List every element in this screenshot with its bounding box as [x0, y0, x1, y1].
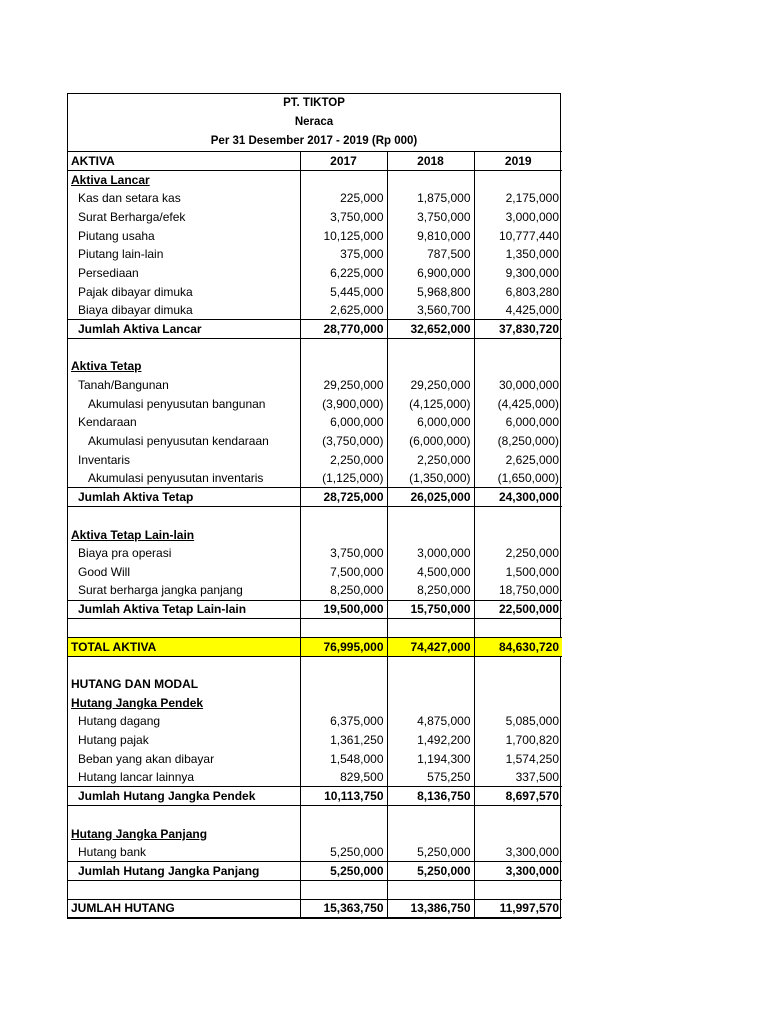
- cell-value-2018: 26,025,000: [387, 488, 474, 507]
- cell-value-2017: 6,375,000: [300, 712, 387, 731]
- table-row: [68, 507, 562, 526]
- report-period: Per 31 Desember 2017 - 2019 (Rp 000): [210, 135, 418, 147]
- cell-value-2019: 3,000,000: [474, 208, 562, 227]
- cell-value-2017: [300, 170, 387, 189]
- cell-value-2017: 375,000: [300, 245, 387, 264]
- cell-value-2018: (6,000,000): [387, 432, 474, 451]
- table-row: [68, 824, 562, 843]
- table-row: [68, 282, 562, 301]
- cell-value-2017: 15,363,750: [300, 899, 387, 918]
- cell-value-2018: 9,810,000: [387, 226, 474, 245]
- cell-value-2018: 1,194,300: [387, 750, 474, 769]
- cell-value-2019: [474, 525, 562, 544]
- table-row: [68, 245, 562, 264]
- cell-value-2018: 4,875,000: [387, 712, 474, 731]
- row-label: Aktiva Lancar: [71, 172, 150, 187]
- row-label: Hutang dagang: [78, 714, 161, 729]
- cell-value-2017: 5,250,000: [300, 843, 387, 862]
- cell-value-2019: [474, 170, 562, 189]
- row-label: Hutang pajak: [78, 733, 149, 748]
- cell-value-2018: 3,560,700: [387, 301, 474, 320]
- cell-value-2017: [300, 880, 387, 899]
- cell-value-2019: 24,300,000: [474, 488, 562, 507]
- cell-value-2019: [474, 619, 562, 638]
- table-row: [68, 656, 562, 675]
- cell-value-2018: 1,875,000: [387, 189, 474, 208]
- row-label: Akumulasi penyusutan kendaraan: [88, 434, 269, 449]
- table-row: [68, 899, 562, 918]
- cell-value-2018: 29,250,000: [387, 376, 474, 395]
- cell-value-2018: 4,500,000: [387, 563, 474, 582]
- cell-value-2017: 28,725,000: [300, 488, 387, 507]
- cell-value-2017: [300, 619, 387, 638]
- cell-value-2019: 4,425,000: [474, 301, 562, 320]
- cell-value-2017: [300, 824, 387, 843]
- table-row: [68, 357, 562, 376]
- row-label: Kendaraan: [78, 415, 137, 430]
- row-label: Jumlah Aktiva Lancar: [68, 320, 300, 339]
- cell-value-2017: 3,750,000: [300, 544, 387, 563]
- table-body: [68, 170, 562, 918]
- row-label: Akumulasi penyusutan bangunan: [88, 396, 266, 411]
- column-header-year: 2018: [387, 152, 474, 171]
- row-label: Aktiva Tetap Lain-lain: [71, 527, 195, 542]
- cell-value-2019: 11,997,570: [474, 899, 562, 918]
- column-header-row: [68, 152, 562, 171]
- row-label: [68, 619, 300, 638]
- table-row: [68, 787, 562, 806]
- table-row: [68, 226, 562, 245]
- cell-value-2018: 5,250,000: [387, 862, 474, 881]
- cell-value-2019: 22,500,000: [474, 600, 562, 619]
- cell-value-2018: [387, 806, 474, 825]
- table-row: [68, 376, 562, 395]
- table-row: [68, 862, 562, 881]
- cell-value-2019: (1,650,000): [474, 469, 562, 488]
- cell-value-2017: 28,770,000: [300, 320, 387, 339]
- cell-value-2018: 13,386,750: [387, 899, 474, 918]
- row-label: JUMLAH HUTANG: [68, 899, 300, 918]
- cell-value-2019: 2,175,000: [474, 189, 562, 208]
- cell-value-2017: 10,113,750: [300, 787, 387, 806]
- row-label: Good Will: [78, 564, 131, 579]
- table-row: [68, 806, 562, 825]
- cell-value-2017: 2,250,000: [300, 451, 387, 470]
- cell-value-2019: 1,700,820: [474, 731, 562, 750]
- table-row: [68, 170, 562, 189]
- cell-value-2018: 6,900,000: [387, 264, 474, 283]
- cell-value-2018: [387, 357, 474, 376]
- balance-table: [68, 151, 562, 918]
- row-label: HUTANG DAN MODAL: [71, 677, 199, 692]
- cell-value-2018: 1,492,200: [387, 731, 474, 750]
- cell-value-2017: 225,000: [300, 189, 387, 208]
- cell-value-2017: [300, 525, 387, 544]
- cell-value-2018: [387, 880, 474, 899]
- cell-value-2018: 8,136,750: [387, 787, 474, 806]
- table-row: [68, 469, 562, 488]
- cell-value-2019: [474, 507, 562, 526]
- cell-value-2017: [300, 338, 387, 357]
- column-header-label: AKTIVA: [68, 152, 300, 171]
- row-label: Hutang Jangka Pendek: [71, 695, 204, 710]
- table-row: [68, 525, 562, 544]
- cell-value-2019: [474, 824, 562, 843]
- cell-value-2019: 2,625,000: [474, 451, 562, 470]
- cell-value-2017: [300, 806, 387, 825]
- table-row: [68, 750, 562, 769]
- cell-value-2017: (1,125,000): [300, 469, 387, 488]
- table-row: [68, 189, 562, 208]
- table-row: [68, 563, 562, 582]
- cell-value-2018: 575,250: [387, 768, 474, 787]
- cell-value-2018: 5,968,800: [387, 282, 474, 301]
- row-label: Aktiva Tetap: [71, 359, 142, 374]
- table-row: [68, 544, 562, 563]
- row-label: Piutang usaha: [78, 228, 155, 243]
- column-header-year: 2019: [474, 152, 562, 171]
- cell-value-2019: 8,697,570: [474, 787, 562, 806]
- cell-value-2019: (4,425,000): [474, 394, 562, 413]
- cell-value-2019: [474, 675, 562, 694]
- cell-value-2019: 9,300,000: [474, 264, 562, 283]
- cell-value-2019: 84,630,720: [474, 637, 562, 656]
- table-row: [68, 880, 562, 899]
- cell-value-2017: [300, 357, 387, 376]
- cell-value-2017: (3,750,000): [300, 432, 387, 451]
- cell-value-2018: [387, 675, 474, 694]
- row-label: [68, 806, 300, 825]
- row-label: Jumlah Hutang Jangka Panjang: [68, 862, 300, 881]
- row-label: Surat berharga jangka panjang: [78, 583, 243, 598]
- table-row: [68, 675, 562, 694]
- cell-value-2019: 5,085,000: [474, 712, 562, 731]
- report-title: Neraca: [294, 116, 334, 128]
- table-row: [68, 581, 562, 600]
- table-row: [68, 301, 562, 320]
- table-row: [68, 488, 562, 507]
- cell-value-2017: [300, 693, 387, 712]
- cell-value-2018: 74,427,000: [387, 637, 474, 656]
- row-label: [68, 880, 300, 899]
- cell-value-2017: [300, 675, 387, 694]
- row-label: Biaya pra operasi: [78, 546, 172, 561]
- cell-value-2017: 8,250,000: [300, 581, 387, 600]
- cell-value-2017: 1,548,000: [300, 750, 387, 769]
- table-row: [68, 394, 562, 413]
- cell-value-2018: 6,000,000: [387, 413, 474, 432]
- table-row: [68, 619, 562, 638]
- cell-value-2018: [387, 338, 474, 357]
- cell-value-2018: [387, 525, 474, 544]
- cell-value-2017: 19,500,000: [300, 600, 387, 619]
- cell-value-2017: (3,900,000): [300, 394, 387, 413]
- cell-value-2017: [300, 656, 387, 675]
- cell-value-2018: 3,000,000: [387, 544, 474, 563]
- cell-value-2018: 787,500: [387, 245, 474, 264]
- cell-value-2018: [387, 619, 474, 638]
- cell-value-2018: [387, 656, 474, 675]
- cell-value-2019: 1,574,250: [474, 750, 562, 769]
- balance-sheet: [67, 93, 561, 919]
- row-label: Hutang bank: [78, 845, 147, 860]
- table-row: [68, 768, 562, 787]
- cell-value-2018: [387, 824, 474, 843]
- cell-value-2017: 6,225,000: [300, 264, 387, 283]
- row-label: Pajak dibayar dimuka: [78, 284, 193, 299]
- table-row: [68, 432, 562, 451]
- row-label: Akumulasi penyusutan inventaris: [88, 471, 264, 486]
- cell-value-2017: 1,361,250: [300, 731, 387, 750]
- cell-value-2019: 1,350,000: [474, 245, 562, 264]
- row-label: Hutang Jangka Panjang: [71, 826, 208, 841]
- table-row: [68, 843, 562, 862]
- cell-value-2017: 76,995,000: [300, 637, 387, 656]
- cell-value-2019: 1,500,000: [474, 563, 562, 582]
- cell-value-2017: 6,000,000: [300, 413, 387, 432]
- cell-value-2018: [387, 693, 474, 712]
- row-label: Persediaan: [78, 265, 139, 280]
- cell-value-2018: (1,350,000): [387, 469, 474, 488]
- cell-value-2019: 3,300,000: [474, 862, 562, 881]
- cell-value-2017: 10,125,000: [300, 226, 387, 245]
- cell-value-2019: [474, 693, 562, 712]
- cell-value-2018: [387, 170, 474, 189]
- cell-value-2019: [474, 806, 562, 825]
- cell-value-2018: 15,750,000: [387, 600, 474, 619]
- cell-value-2019: 37,830,720: [474, 320, 562, 339]
- cell-value-2019: 30,000,000: [474, 376, 562, 395]
- cell-value-2017: 3,750,000: [300, 208, 387, 227]
- row-label: Kas dan setara kas: [78, 191, 181, 206]
- row-label: Jumlah Hutang Jangka Pendek: [68, 787, 300, 806]
- cell-value-2017: 2,625,000: [300, 301, 387, 320]
- cell-value-2019: 18,750,000: [474, 581, 562, 600]
- cell-value-2018: 3,750,000: [387, 208, 474, 227]
- cell-value-2017: [300, 507, 387, 526]
- cell-value-2018: 2,250,000: [387, 451, 474, 470]
- row-label: Hutang lancar lainnya: [78, 770, 195, 785]
- table-row: [68, 320, 562, 339]
- row-label: Surat Berharga/efek: [78, 209, 186, 224]
- row-label: Jumlah Aktiva Tetap Lain-lain: [68, 600, 300, 619]
- table-row: [68, 600, 562, 619]
- cell-value-2019: 337,500: [474, 768, 562, 787]
- row-label: Biaya dibayar dimuka: [78, 303, 193, 318]
- cell-value-2018: 5,250,000: [387, 843, 474, 862]
- cell-value-2019: [474, 880, 562, 899]
- table-row: [68, 338, 562, 357]
- row-label: Beban yang akan dibayar: [78, 751, 215, 766]
- cell-value-2019: [474, 338, 562, 357]
- table-row: [68, 264, 562, 283]
- cell-value-2017: 5,445,000: [300, 282, 387, 301]
- cell-value-2018: 8,250,000: [387, 581, 474, 600]
- row-label: TOTAL AKTIVA: [68, 637, 300, 656]
- table-row: [68, 712, 562, 731]
- cell-value-2019: 6,803,280: [474, 282, 562, 301]
- table-row: [68, 413, 562, 432]
- row-label: Inventaris: [78, 452, 131, 467]
- cell-value-2018: [387, 507, 474, 526]
- row-label: Tanah/Bangunan: [78, 378, 169, 393]
- cell-value-2019: 3,300,000: [474, 843, 562, 862]
- cell-value-2019: 10,777,440: [474, 226, 562, 245]
- company-name: PT. TIKTOP: [283, 97, 345, 109]
- cell-value-2017: 7,500,000: [300, 563, 387, 582]
- row-label: [68, 656, 300, 675]
- cell-value-2019: (8,250,000): [474, 432, 562, 451]
- row-label: [68, 338, 300, 357]
- cell-value-2019: 6,000,000: [474, 413, 562, 432]
- table-row: [68, 731, 562, 750]
- row-label: Piutang lain-lain: [78, 247, 164, 262]
- cell-value-2018: 32,652,000: [387, 320, 474, 339]
- cell-value-2017: 829,500: [300, 768, 387, 787]
- row-label: [68, 507, 300, 526]
- cell-value-2019: 2,250,000: [474, 544, 562, 563]
- table-row: [68, 693, 562, 712]
- cell-value-2019: [474, 656, 562, 675]
- table-row: [68, 208, 562, 227]
- table-row: [68, 451, 562, 470]
- row-label: Jumlah Aktiva Tetap: [68, 488, 300, 507]
- table-row: [68, 637, 562, 656]
- cell-value-2018: (4,125,000): [387, 394, 474, 413]
- column-header-year: 2017: [300, 152, 387, 171]
- cell-value-2017: 5,250,000: [300, 862, 387, 881]
- cell-value-2019: [474, 357, 562, 376]
- cell-value-2017: 29,250,000: [300, 376, 387, 395]
